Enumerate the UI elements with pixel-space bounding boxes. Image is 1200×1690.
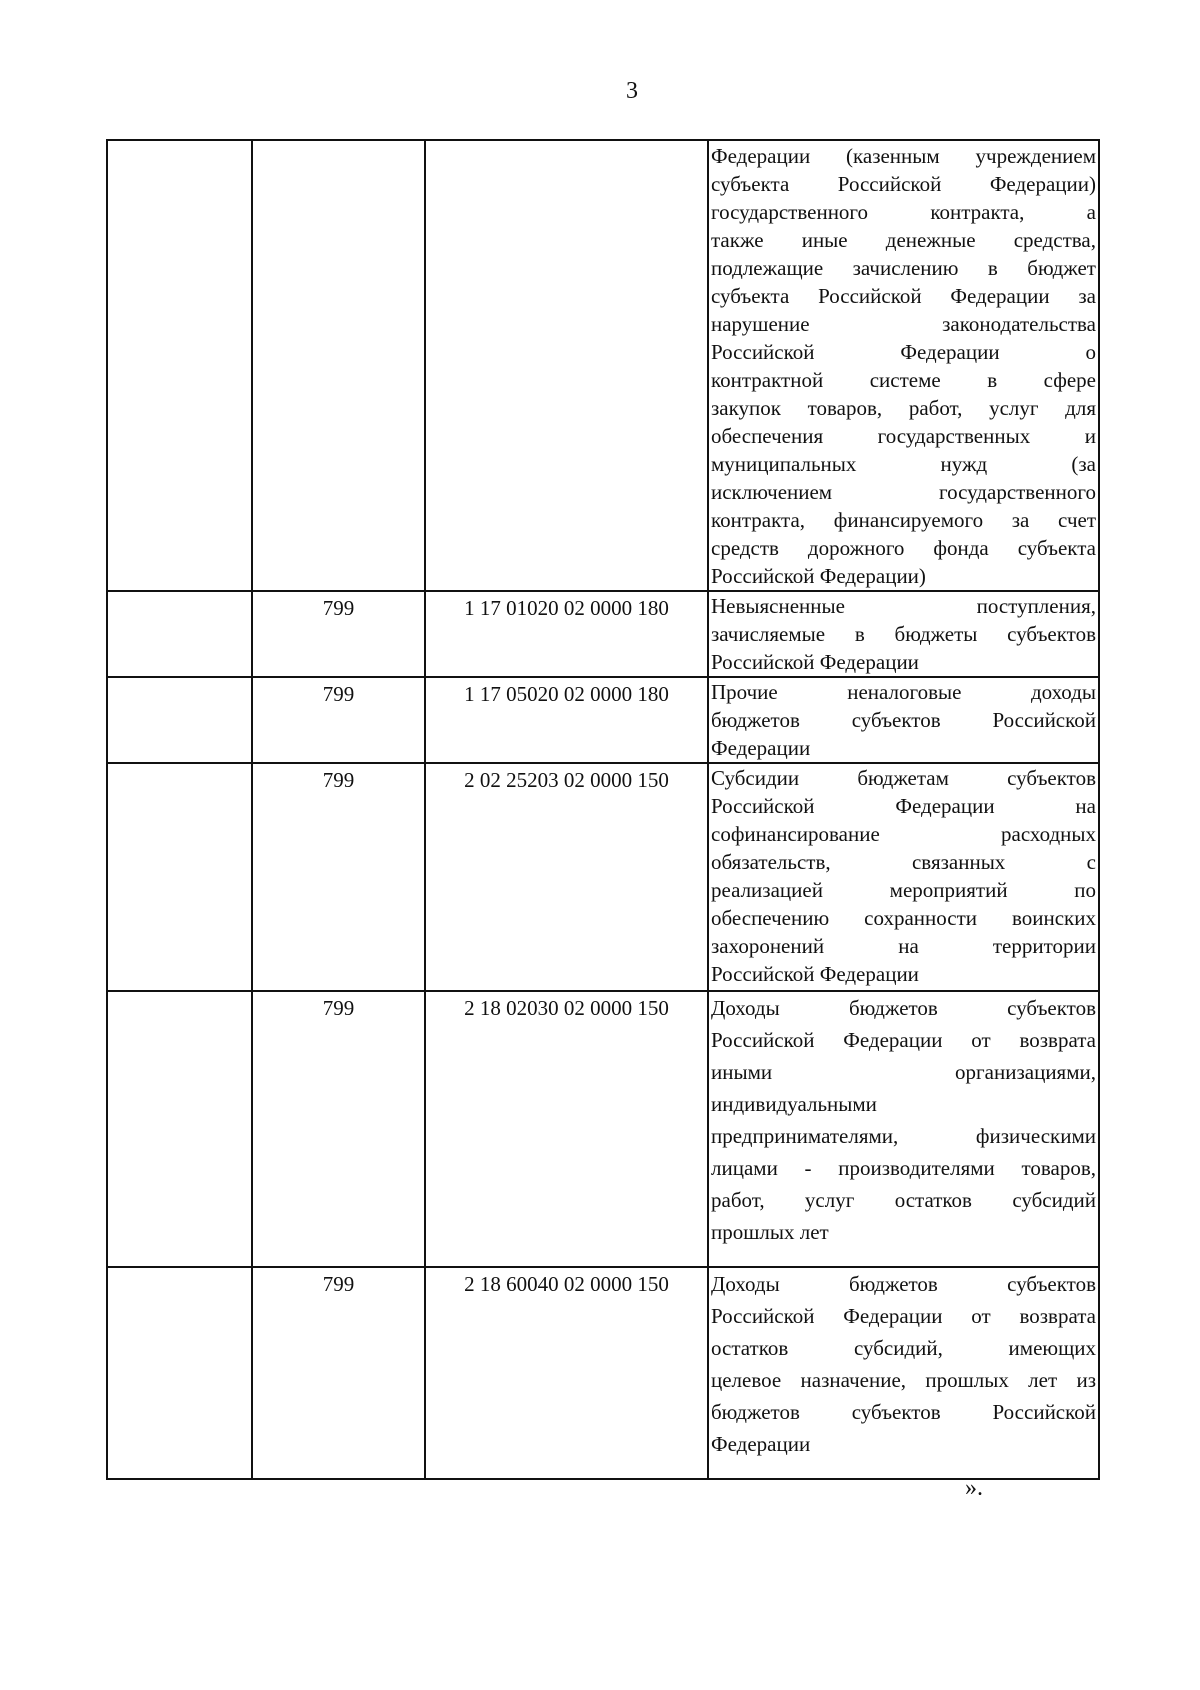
table-row bbox=[711, 592, 1096, 676]
description-line: остатков субсидий, имеющих bbox=[711, 1336, 1096, 1360]
description-line: обеспечения государственных и bbox=[711, 424, 1096, 448]
revenue-code: 1 17 05020 02 0000 180 bbox=[464, 682, 669, 706]
description-line: Российской Федерации bbox=[711, 650, 919, 674]
table-row bbox=[711, 764, 1096, 988]
description-line: работ, услуг остатков субсидий bbox=[711, 1188, 1096, 1212]
admin-code: 799 bbox=[322, 682, 355, 706]
description-line: Российской Федерации о bbox=[711, 340, 1096, 364]
table-row bbox=[711, 992, 1096, 1248]
page-number: 3 bbox=[626, 78, 638, 104]
description-line: Федерации (казенным учреждением bbox=[711, 144, 1096, 168]
description-line: Российской Федерации от возврата bbox=[711, 1028, 1096, 1052]
table-row bbox=[711, 678, 1096, 762]
revenue-code: 2 02 25203 02 0000 150 bbox=[464, 768, 669, 792]
description-line: Федерации bbox=[711, 1432, 811, 1456]
description-line: Российской Федерации bbox=[711, 962, 919, 986]
description-line: иными организациями, bbox=[711, 1060, 1096, 1084]
table-border-top bbox=[106, 139, 1100, 141]
description-line: реализацией мероприятий по bbox=[711, 878, 1096, 902]
description-line: зачисляемые в бюджеты субъектов bbox=[711, 622, 1096, 646]
table-border-left bbox=[106, 140, 108, 1480]
description-line: лицами - производителями товаров, bbox=[711, 1156, 1096, 1180]
table-divider-3 bbox=[707, 140, 709, 1480]
revenue-code: 2 18 60040 02 0000 150 bbox=[464, 1272, 669, 1296]
description-line: Прочие неналоговые доходы bbox=[711, 680, 1096, 704]
description-line: контрактной системе в сфере bbox=[711, 368, 1096, 392]
admin-code: 799 bbox=[322, 596, 355, 620]
description-line: субъекта Российской Федерации) bbox=[711, 172, 1096, 196]
description-line: индивидуальными bbox=[711, 1092, 877, 1116]
description-line: предпринимателями, физическими bbox=[711, 1124, 1096, 1148]
description-line: Российской Федерации) bbox=[711, 564, 926, 588]
admin-code: 799 bbox=[322, 768, 355, 792]
table-row bbox=[711, 1268, 1096, 1460]
description-line: Доходы бюджетов субъектов bbox=[711, 996, 1096, 1020]
description-line: Федерации bbox=[711, 736, 811, 760]
description-line: софинансирование расходных bbox=[711, 822, 1096, 846]
description-line: подлежащие зачислению в бюджет bbox=[711, 256, 1096, 280]
table-row bbox=[711, 142, 1096, 590]
description-line: Российской Федерации от возврата bbox=[711, 1304, 1096, 1328]
description-line: бюджетов субъектов Российской bbox=[711, 708, 1096, 732]
description-line: бюджетов субъектов Российской bbox=[711, 1400, 1096, 1424]
description-line: средств дорожного фонда субъекта bbox=[711, 536, 1096, 560]
closing-quote: ». bbox=[965, 1475, 983, 1501]
description-line: обязательств, связанных с bbox=[711, 850, 1096, 874]
admin-code: 799 bbox=[322, 1272, 355, 1296]
description-line: закупок товаров, работ, услуг для bbox=[711, 396, 1096, 420]
description-line: прошлых лет bbox=[711, 1220, 829, 1244]
description-line: захоронений на территории bbox=[711, 934, 1096, 958]
description-line: субъекта Российской Федерации за bbox=[711, 284, 1096, 308]
description-line: муниципальных нужд (за bbox=[711, 452, 1096, 476]
table-border-right bbox=[1098, 140, 1100, 1480]
description-line: государственного контракта, а bbox=[711, 200, 1096, 224]
admin-code: 799 bbox=[322, 996, 355, 1020]
description-line: также иные денежные средства, bbox=[711, 228, 1096, 252]
revenue-code: 2 18 02030 02 0000 150 bbox=[464, 996, 669, 1020]
description-line: исключением государственного bbox=[711, 480, 1096, 504]
table-border-bottom bbox=[106, 1478, 1100, 1480]
description-line: Российской Федерации на bbox=[711, 794, 1096, 818]
description-line: целевое назначение, прошлых лет из bbox=[711, 1368, 1096, 1392]
description-line: Субсидии бюджетам субъектов bbox=[711, 766, 1096, 790]
description-line: нарушение законодательства bbox=[711, 312, 1096, 336]
description-line: Невыясненные поступления, bbox=[711, 594, 1096, 618]
description-line: Доходы бюджетов субъектов bbox=[711, 1272, 1096, 1296]
description-line: обеспечению сохранности воинских bbox=[711, 906, 1096, 930]
description-line: контракта, финансируемого за счет bbox=[711, 508, 1096, 532]
revenue-code: 1 17 01020 02 0000 180 bbox=[464, 596, 669, 620]
